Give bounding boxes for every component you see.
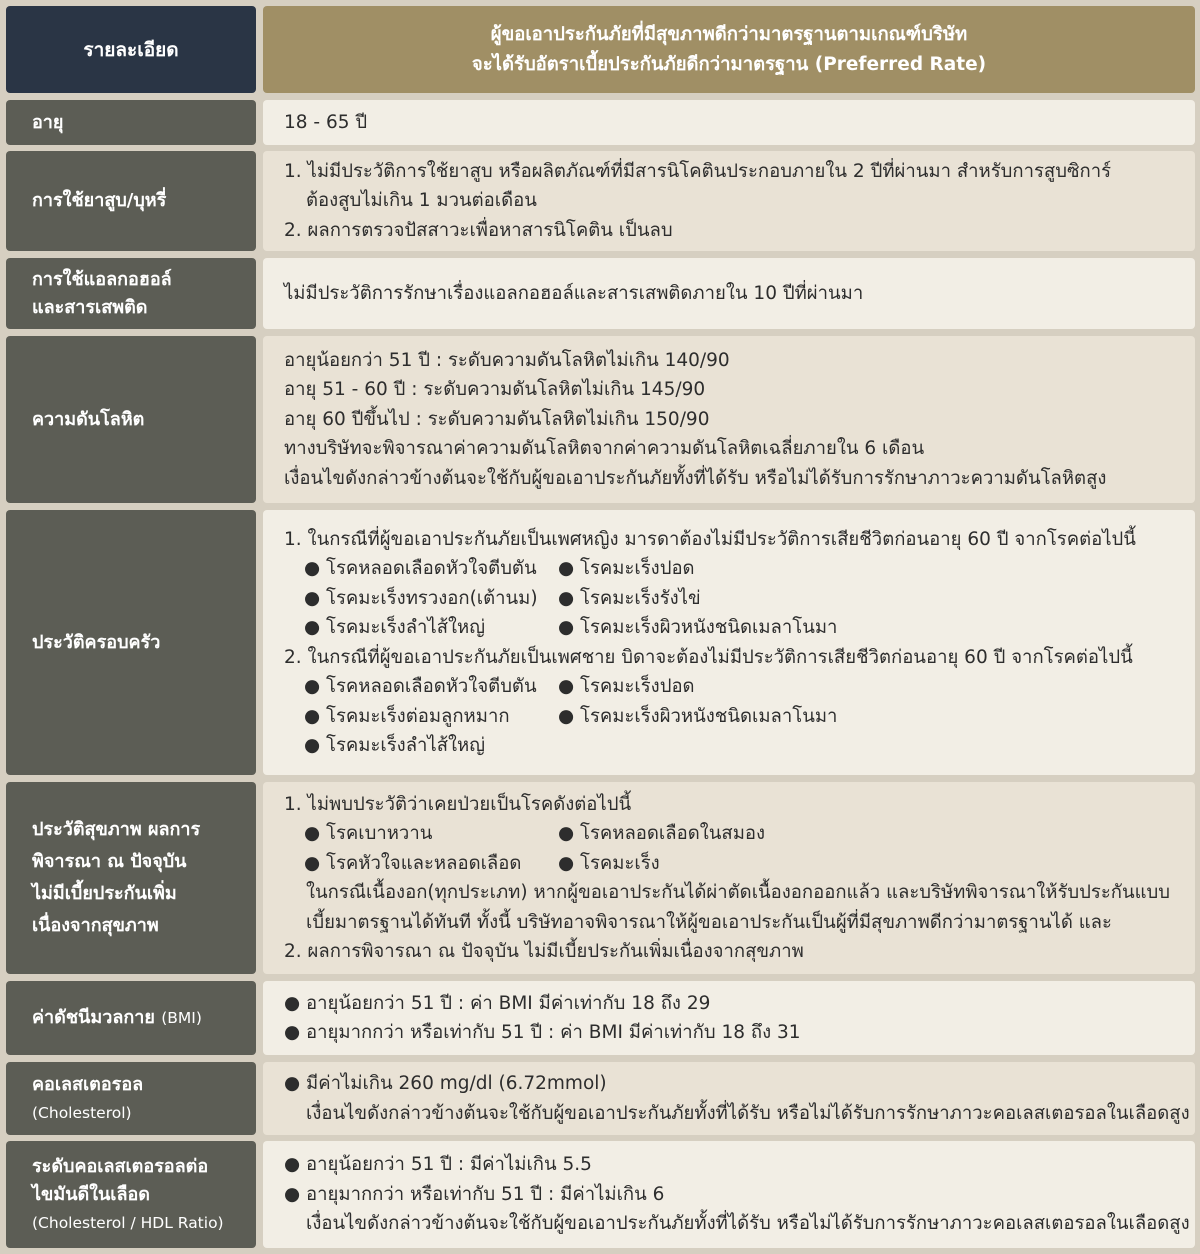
disease-item: ● โรคมะเร็งปอด (558, 554, 695, 584)
smoking-label-cell (6, 151, 256, 251)
cholesterol-bullet: ● มีค่าไม่เกิน 260 mg/dl (6.72mmol) (284, 1073, 607, 1094)
disease-item: ● โรคมะเร็งลำไส้ใหญ่ (304, 613, 558, 643)
disease-item: ● โรคเบาหวาน (304, 819, 558, 849)
bmi-label-cell (6, 981, 256, 1055)
cholesterol-note: เงื่อนไขดังกล่าวข้างต้นจะใช้กับผู้ขอเอาประกันภัยทั้งที่ได้รับ หรือไม่ได้รับการรักษาภาวะคอเลสเตอรอลในเลือดสูง (306, 1102, 1190, 1124)
ratio-value-cell (263, 1141, 1195, 1248)
list-item (284, 613, 1195, 643)
alcohol-label-line1: การใช้แอลกอฮอล์ (32, 268, 172, 290)
list-item (284, 584, 1195, 614)
family-value-cell (263, 510, 1195, 775)
bmi-line: ● อายุน้อยกว่า 51 ปี : ค่า BMI มีค่าเท่ากับ 18 ถึง 29 (284, 993, 710, 1014)
disease-item: ● โรคมะเร็งปอด (558, 672, 695, 702)
header-title-line1: ผู้ขอเอาประกันภัยที่มีสุขภาพดีกว่ามาตรฐานตามเกณฑ์บริษัท (490, 24, 968, 45)
list-item (284, 554, 1195, 584)
disease-item: ● โรคหัวใจและหลอดเลือด (304, 849, 558, 879)
family-male-intro: 2. ในกรณีที่ผู้ขอเอาประกันภัยเป็นเพศชาย บิดาจะต้องไม่มีประวัติการเสียชีวิตก่อนอายุ 60 ปี จากโรคต่อไปนี้ (284, 646, 1133, 668)
ratio-line: ● อายุมากกว่า หรือเท่ากับ 51 ปี : มีค่าไม่เกิน 6 (284, 1184, 664, 1205)
alcohol-value: ไม่มีประวัติการรักษาเรื่องแอลกอฮอล์และสารเสพติดภายใน 10 ปีที่ผ่านมา (284, 282, 864, 304)
disease-item: ● โรคหลอดเลือดหัวใจตีบตัน (304, 672, 558, 702)
alcohol-label-line2: และสารเสพติด (32, 296, 148, 318)
bp-line: อายุน้อยกว่า 51 ปี : ระดับความดันโลหิตไม่เกิน 140/90 (284, 349, 730, 371)
blood-pressure-label-cell (6, 336, 256, 503)
family-female-intro: 1. ในกรณีที่ผู้ขอเอาประกันภัยเป็นเพศหญิง มารดาต้องไม่มีประวัติการเสียชีวิตก่อนอายุ 60 ปี จากโรคต่อไปนี้ (284, 528, 1136, 550)
health-note-line2: เบี้ยมาตรฐานได้ทันที ทั้งนี้ บริษัทอาจพิจารณาให้ผู้ขอเอาประกันเป็นผู้ที่มีสุขภาพดีกว่ามาตรฐานได้ และ (306, 911, 1112, 933)
smoking-line-1: 1. ไม่มีประวัติการใช้ยาสูบ หรือผลิตภัณฑ์ที่มีสารนิโคตินประกอบภายใน 2 ปีที่ผ่านมา สำหรับการสูบซิการ์ (284, 160, 1112, 182)
family-label-cell (6, 510, 256, 775)
cholesterol-label: คอเลสเตอรอล (32, 1073, 144, 1095)
smoking-label: การใช้ยาสูบ/บุหรี่ (32, 190, 167, 211)
disease-item: ● โรคหลอดเลือดในสมอง (558, 819, 765, 849)
health-label-line: ประวัติสุขภาพ ผลการ (32, 819, 201, 840)
disease-item: ● โรคมะเร็งรังไข่ (558, 584, 701, 614)
smoking-line-1b: ต้องสูบไม่เกิน 1 มวนต่อเดือน (306, 190, 537, 212)
health-intro: 1. ไม่พบประวัติว่าเคยป่วยเป็นโรคดังต่อไปนี้ (284, 793, 632, 815)
bmi-line: ● อายุมากกว่า หรือเท่ากับ 51 ปี : ค่า BMI มีค่าเท่ากับ 18 ถึง 31 (284, 1022, 801, 1043)
bp-line: อายุ 51 - 60 ปี : ระดับความดันโลหิตไม่เกิน 145/90 (284, 379, 706, 401)
disease-item: ● โรคมะเร็งผิวหนังชนิดเมลาโนมา (558, 613, 837, 643)
ratio-label-sub: (Cholesterol / HDL Ratio) (32, 1213, 224, 1232)
health-label-cell (6, 782, 256, 974)
alcohol-value-cell (263, 258, 1195, 329)
blood-pressure-label: ความดันโลหิต (32, 408, 145, 430)
ratio-line: ● อายุน้อยกว่า 51 ปี : มีค่าไม่เกิน 5.5 (284, 1154, 592, 1175)
cholesterol-label-cell (6, 1062, 256, 1135)
disease-item: ● โรคมะเร็ง (558, 849, 660, 879)
list-item (284, 1069, 1195, 1099)
health-label-line: เนื่องจากสุขภาพ (32, 915, 159, 936)
health-label-line: พิจารณา ณ ปัจจุบัน (32, 851, 187, 872)
smoking-line-2: 2. ผลการตรวจปัสสาวะเพื่อหาสารนิโคติน เป็นลบ (284, 219, 673, 241)
health-note-line1: ในกรณีเนื้องอก(ทุกประเภท) หากผู้ขอเอาประกันได้ผ่าตัดเนื้องอกออกแล้ว และบริษัทพิจารณาให้รับประกันแบบ (306, 882, 1171, 903)
cholesterol-value-cell (263, 1062, 1195, 1135)
family-label: ประวัติครอบครัว (32, 631, 161, 653)
age-label: อายุ (32, 111, 64, 133)
age-label-cell (6, 100, 256, 145)
disease-item: ● โรคมะเร็งลำไส้ใหญ่ (304, 731, 558, 761)
list-item (284, 1018, 1195, 1048)
smoking-value-cell (263, 151, 1195, 251)
disease-item: ● โรคมะเร็งผิวหนังชนิดเมลาโนมา (558, 702, 837, 732)
health-line-2: 2. ผลการพิจารณา ณ ปัจจุบัน ไม่มีเบี้ยประกันเพิ่มเนื่องจากสุขภาพ (284, 941, 804, 962)
bmi-label: ค่าดัชนีมวลกาย (32, 1007, 155, 1028)
list-item (284, 1150, 1195, 1180)
bmi-value-cell (263, 981, 1195, 1055)
list-item (284, 672, 1195, 702)
bmi-label-sub: (BMI) (161, 1009, 202, 1027)
bp-line: อายุ 60 ปีขึ้นไป : ระดับความดันโลหิตไม่เกิน 150/90 (284, 408, 710, 430)
header-details-cell (6, 6, 256, 93)
age-value-cell (263, 100, 1195, 145)
list-item (284, 989, 1195, 1019)
list-item (284, 702, 1195, 732)
list-item (284, 731, 1195, 761)
bp-line: เงื่อนไขดังกล่าวข้างต้นจะใช้กับผู้ขอเอาประกันภัยทั้งที่ได้รับ หรือไม่ได้รับการรักษาภาวะความดันโลหิตสูง (284, 467, 1107, 489)
ratio-label-line1: ระดับคอเลสเตอรอลต่อ (32, 1155, 209, 1177)
header-details-label: รายละเอียด (83, 38, 179, 61)
health-label-line: ไม่มีเบี้ยประกันเพิ่ม (32, 883, 177, 904)
disease-item: ● โรคมะเร็งต่อมลูกหมาก (304, 702, 558, 732)
header-criteria-cell (263, 6, 1195, 93)
disease-item: ● โรคมะเร็งทรวงอก(เต้านม) (304, 584, 558, 614)
alcohol-label-cell (6, 258, 256, 329)
list-item (284, 819, 1195, 849)
blood-pressure-value-cell (263, 336, 1195, 503)
age-value: 18 - 65 ปี (284, 111, 368, 133)
disease-item: ● โรคหลอดเลือดหัวใจตีบตัน (304, 554, 558, 584)
cholesterol-label-sub: (Cholesterol) (32, 1103, 132, 1122)
list-item (284, 1180, 1195, 1210)
ratio-label-cell (6, 1141, 256, 1248)
ratio-label-line2: ไขมันดีในเลือด (32, 1183, 150, 1205)
bp-line: ทางบริษัทจะพิจารณาค่าความดันโลหิตจากค่าความดันโลหิตเฉลี่ยภายใน 6 เดือน (284, 438, 925, 460)
header-title-line2: จะได้รับอัตราเบี้ยประกันภัยดีกว่ามาตรฐาน (Preferred Rate) (471, 53, 987, 75)
health-value-cell (263, 782, 1195, 974)
list-item (284, 849, 1195, 879)
ratio-note: เงื่อนไขดังกล่าวข้างต้นจะใช้กับผู้ขอเอาประกันภัยทั้งที่ได้รับ หรือไม่ได้รับการรักษาภาวะคอเลสเตอรอลในเลือดสูง (306, 1213, 1190, 1235)
